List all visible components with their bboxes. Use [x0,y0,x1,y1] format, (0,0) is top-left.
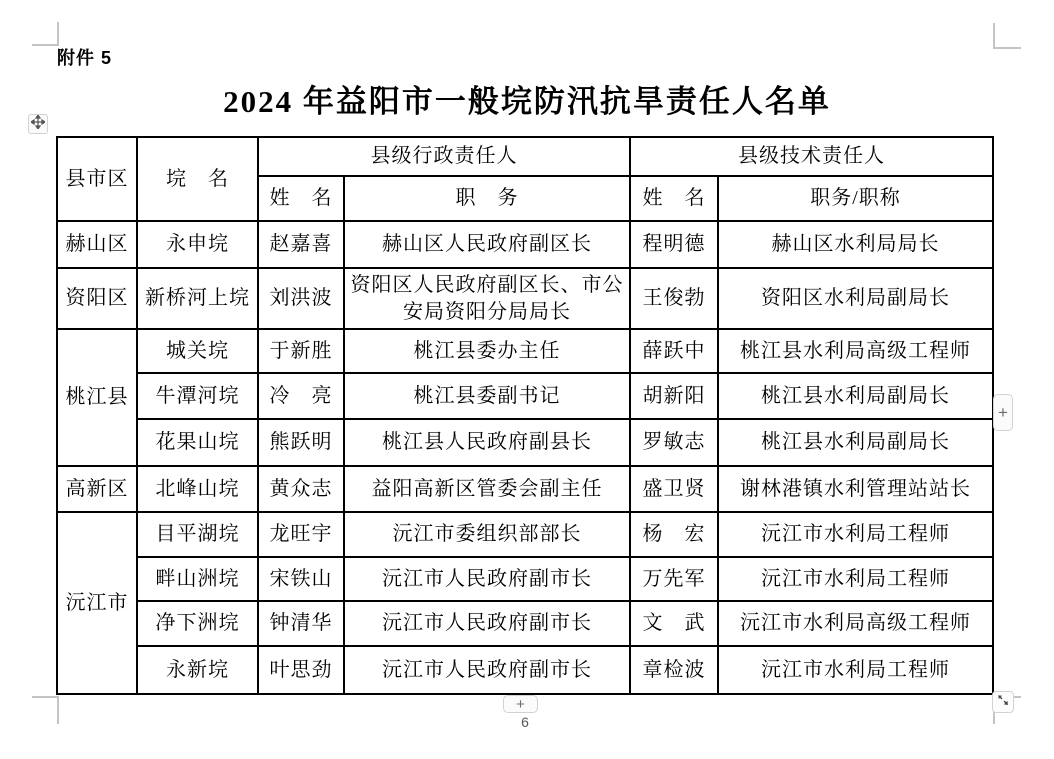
embankment-cell[interactable]: 北峰山垸 [137,466,258,512]
table-row [57,419,993,466]
table-row [57,466,993,512]
admin-position-cell[interactable]: 桃江县人民政府副县长 [344,419,630,466]
plus-icon: + [516,695,525,713]
table-row [57,268,993,329]
embankment-cell[interactable]: 永新垸 [137,646,258,694]
tech-name-cell[interactable]: 程明德 [630,221,718,268]
admin-name-cell[interactable]: 钟清华 [258,601,344,646]
header-tech-name[interactable]: 姓 名 [630,176,718,221]
embankment-cell[interactable]: 花果山垸 [137,419,258,466]
tech-position-cell[interactable]: 沅江市水利局高级工程师 [718,601,993,646]
admin-name-cell[interactable]: 叶思劲 [258,646,344,694]
tech-position-cell[interactable]: 沅江市水利局工程师 [718,557,993,601]
admin-name-cell[interactable]: 赵嘉喜 [258,221,344,268]
header-admin-name[interactable]: 姓 名 [258,176,344,221]
region-cell[interactable]: 赫山区 [57,221,137,268]
tech-position-cell[interactable]: 沅江市水利局工程师 [718,512,993,557]
admin-position-cell[interactable]: 桃江县委副书记 [344,373,630,419]
admin-position-cell[interactable]: 资阳区人民政府副区长、市公安局资阳分局局长 [344,268,630,329]
tech-name-cell[interactable]: 文 武 [630,601,718,646]
header-group-admin[interactable]: 县级行政责任人 [258,137,630,176]
region-cell[interactable]: 桃江县 [57,329,137,466]
table-resize-handle[interactable] [992,691,1014,713]
table-row [57,221,993,268]
admin-name-cell[interactable]: 黄众志 [258,466,344,512]
admin-name-cell[interactable]: 熊跃明 [258,419,344,466]
tech-position-cell[interactable]: 赫山区水利局局长 [718,221,993,268]
insert-column-button[interactable] [993,394,1013,431]
embankment-cell[interactable]: 牛潭河垸 [137,373,258,419]
table-row [57,557,993,601]
admin-name-cell[interactable]: 冷 亮 [258,373,344,419]
admin-position-cell[interactable]: 益阳高新区管委会副主任 [344,466,630,512]
admin-position-cell[interactable]: 桃江县委办主任 [344,329,630,373]
admin-name-cell[interactable]: 刘洪波 [258,268,344,329]
region-cell[interactable]: 资阳区 [57,268,137,329]
admin-position-cell[interactable]: 沅江市人民政府副市长 [344,557,630,601]
page-number: 6 [521,714,529,730]
tech-position-cell[interactable]: 谢林港镇水利管理站站长 [718,466,993,512]
attachment-label: 附件 5 [57,48,113,68]
embankment-cell[interactable]: 畔山洲垸 [137,557,258,601]
embankment-cell[interactable]: 净下洲垸 [137,601,258,646]
table-row [57,646,993,694]
responsibility-table [56,136,994,695]
table-row [57,329,993,373]
admin-position-cell[interactable]: 沅江市人民政府副市长 [344,646,630,694]
crop-mark-bottom-left-v [57,698,59,724]
crop-mark-top-left-h [32,44,59,46]
tech-name-cell[interactable]: 章检波 [630,646,718,694]
tech-position-cell[interactable]: 沅江市水利局工程师 [718,646,993,694]
table-row [57,512,993,557]
embankment-cell[interactable]: 永申垸 [137,221,258,268]
admin-position-cell[interactable]: 沅江市委组织部部长 [344,512,630,557]
tech-name-cell[interactable]: 薛跃中 [630,329,718,373]
tech-name-cell[interactable]: 杨 宏 [630,512,718,557]
admin-position-cell[interactable]: 沅江市人民政府副市长 [344,601,630,646]
admin-position-cell[interactable]: 赫山区人民政府副区长 [344,221,630,268]
embankment-cell[interactable]: 新桥河上垸 [137,268,258,329]
crop-mark-bottom-left-h [32,696,59,698]
tech-name-cell[interactable]: 王俊勃 [630,268,718,329]
region-cell[interactable]: 沅江市 [57,512,137,694]
admin-name-cell[interactable]: 龙旺宇 [258,512,344,557]
embankment-cell[interactable]: 城关垸 [137,329,258,373]
table-move-handle[interactable] [28,114,48,134]
admin-name-cell[interactable]: 宋铁山 [258,557,344,601]
tech-position-cell[interactable]: 桃江县水利局副局长 [718,419,993,466]
embankment-cell[interactable]: 目平湖垸 [137,512,258,557]
tech-name-cell[interactable]: 万先军 [630,557,718,601]
tech-name-cell[interactable]: 胡新阳 [630,373,718,419]
admin-name-cell[interactable]: 于新胜 [258,329,344,373]
header-region[interactable]: 县市区 [57,137,137,221]
plus-icon: + [998,402,1008,422]
crop-mark-top-right-v [993,23,995,49]
table-move-icon [31,115,45,134]
table-row [57,373,993,419]
table-row [57,601,993,646]
header-admin-position[interactable]: 职 务 [344,176,630,221]
tech-name-cell[interactable]: 罗敏志 [630,419,718,466]
tech-position-cell[interactable]: 桃江县水利局副局长 [718,373,993,419]
insert-row-button[interactable] [503,695,538,713]
crop-mark-top-right-h [993,47,1021,49]
tech-position-cell[interactable]: 资阳区水利局副局长 [718,268,993,329]
tech-name-cell[interactable]: 盛卫贤 [630,466,718,512]
tech-position-cell[interactable]: 桃江县水利局高级工程师 [718,329,993,373]
header-tech-position[interactable]: 职务/职称 [718,176,993,221]
region-cell[interactable]: 高新区 [57,466,137,512]
page-title: 2024 年益阳市一般垸防汛抗旱责任人名单 [223,84,831,119]
header-group-tech[interactable]: 县级技术责任人 [630,137,993,176]
resize-diagonal-icon [995,692,1011,713]
crop-mark-top-left-v [57,22,59,46]
header-embankment[interactable]: 垸 名 [137,137,258,221]
